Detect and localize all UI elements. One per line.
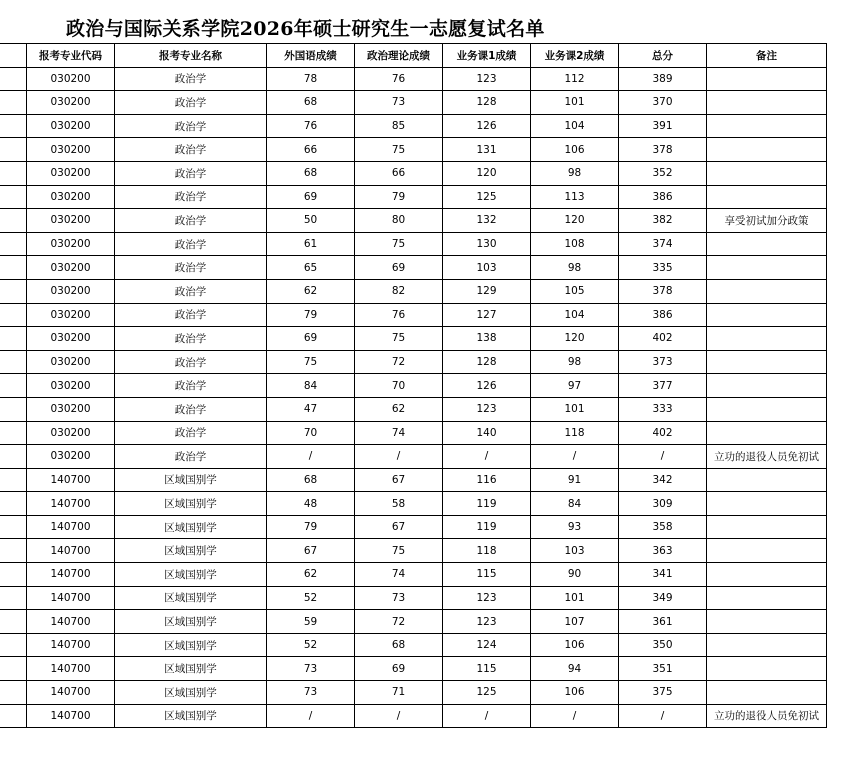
major-name-cell: 政治学 xyxy=(115,185,267,209)
major-name-cell: 区域国别学 xyxy=(115,657,267,681)
remarks-cell xyxy=(707,327,827,351)
politics-cell: 68 xyxy=(355,633,443,657)
subject-1-cell: 126 xyxy=(443,114,531,138)
subject-2-cell: 101 xyxy=(531,91,619,115)
subject-2-cell: 98 xyxy=(531,256,619,280)
subject-1-cell: 124 xyxy=(443,633,531,657)
major-name-cell: 政治学 xyxy=(115,421,267,445)
leading-cell xyxy=(0,633,27,657)
leading-cell xyxy=(0,681,27,705)
major-name-cell: 政治学 xyxy=(115,327,267,351)
major-code-cell: 140700 xyxy=(27,610,115,634)
remarks-cell xyxy=(707,232,827,256)
total-cell: 361 xyxy=(619,610,707,634)
major-name-cell: 政治学 xyxy=(115,138,267,162)
leading-cell xyxy=(0,374,27,398)
major-name-cell: 区域国别学 xyxy=(115,633,267,657)
subject-2-cell: 84 xyxy=(531,492,619,516)
politics-cell: 69 xyxy=(355,657,443,681)
table-row xyxy=(0,421,827,445)
foreign-language-cell: 69 xyxy=(267,327,355,351)
subject-1-cell: 123 xyxy=(443,610,531,634)
total-cell: 335 xyxy=(619,256,707,280)
subject-1-cell: 131 xyxy=(443,138,531,162)
major-code-cell: 140700 xyxy=(27,492,115,516)
foreign-language-cell: 68 xyxy=(267,468,355,492)
table-row xyxy=(0,279,827,303)
header-cell-remarks: 备注 xyxy=(707,44,827,68)
total-cell: / xyxy=(619,445,707,469)
politics-cell: 75 xyxy=(355,327,443,351)
remarks-cell xyxy=(707,303,827,327)
subject-1-cell: / xyxy=(443,704,531,728)
major-code-cell: 140700 xyxy=(27,681,115,705)
subject-2-cell: 118 xyxy=(531,421,619,445)
subject-1-cell: 123 xyxy=(443,586,531,610)
major-code-cell: 030200 xyxy=(27,256,115,280)
foreign-language-cell: 84 xyxy=(267,374,355,398)
header-cell-subject-1: 业务课1成绩 xyxy=(443,44,531,68)
table-row xyxy=(0,232,827,256)
remarks-cell xyxy=(707,114,827,138)
major-code-cell: 140700 xyxy=(27,468,115,492)
leading-cell xyxy=(0,563,27,587)
major-name-cell: 政治学 xyxy=(115,161,267,185)
politics-cell: 71 xyxy=(355,681,443,705)
remarks-cell xyxy=(707,586,827,610)
table-row xyxy=(0,138,827,162)
table-row xyxy=(0,468,827,492)
table-header-row xyxy=(0,44,827,68)
major-code-cell: 030200 xyxy=(27,279,115,303)
subject-2-cell: 101 xyxy=(531,397,619,421)
total-cell: 382 xyxy=(619,209,707,233)
subject-2-cell: 112 xyxy=(531,67,619,91)
total-cell: 374 xyxy=(619,232,707,256)
total-cell: 333 xyxy=(619,397,707,421)
subject-2-cell: 104 xyxy=(531,303,619,327)
total-cell: 373 xyxy=(619,350,707,374)
leading-cell xyxy=(0,209,27,233)
total-cell: 370 xyxy=(619,91,707,115)
subject-1-cell: 140 xyxy=(443,421,531,445)
foreign-language-cell: 52 xyxy=(267,633,355,657)
subject-2-cell: 108 xyxy=(531,232,619,256)
major-code-cell: 140700 xyxy=(27,657,115,681)
foreign-language-cell: 78 xyxy=(267,67,355,91)
table-row xyxy=(0,657,827,681)
remarks-cell xyxy=(707,539,827,563)
subject-2-cell: 94 xyxy=(531,657,619,681)
major-code-cell: 030200 xyxy=(27,209,115,233)
total-cell: 377 xyxy=(619,374,707,398)
politics-cell: 79 xyxy=(355,185,443,209)
subject-2-cell: / xyxy=(531,704,619,728)
leading-cell xyxy=(0,586,27,610)
major-name-cell: 区域国别学 xyxy=(115,681,267,705)
major-code-cell: 140700 xyxy=(27,539,115,563)
politics-cell: 73 xyxy=(355,586,443,610)
politics-cell: 66 xyxy=(355,161,443,185)
leading-cell xyxy=(0,515,27,539)
subject-2-cell: 120 xyxy=(531,327,619,351)
subject-2-cell: 93 xyxy=(531,515,619,539)
subject-1-cell: 119 xyxy=(443,515,531,539)
table-row xyxy=(0,539,827,563)
major-name-cell: 区域国别学 xyxy=(115,468,267,492)
foreign-language-cell: 48 xyxy=(267,492,355,516)
major-name-cell: 政治学 xyxy=(115,279,267,303)
table-row xyxy=(0,67,827,91)
major-code-cell: 140700 xyxy=(27,586,115,610)
major-name-cell: 政治学 xyxy=(115,209,267,233)
table-row xyxy=(0,704,827,728)
subject-2-cell: 106 xyxy=(531,633,619,657)
leading-cell xyxy=(0,445,27,469)
total-cell: 363 xyxy=(619,539,707,563)
header-cell-total: 总分 xyxy=(619,44,707,68)
table-row xyxy=(0,515,827,539)
table-row xyxy=(0,209,827,233)
major-name-cell: 区域国别学 xyxy=(115,563,267,587)
major-code-cell: 030200 xyxy=(27,397,115,421)
major-name-cell: 区域国别学 xyxy=(115,704,267,728)
major-name-cell: 政治学 xyxy=(115,374,267,398)
politics-cell: / xyxy=(355,445,443,469)
subject-1-cell: 115 xyxy=(443,563,531,587)
total-cell: 358 xyxy=(619,515,707,539)
subject-1-cell: / xyxy=(443,445,531,469)
remarks-cell xyxy=(707,421,827,445)
table-row xyxy=(0,256,827,280)
total-cell: 378 xyxy=(619,138,707,162)
remarks-cell xyxy=(707,657,827,681)
total-cell: 402 xyxy=(619,421,707,445)
major-name-cell: 政治学 xyxy=(115,397,267,421)
leading-cell xyxy=(0,256,27,280)
major-name-cell: 政治学 xyxy=(115,445,267,469)
table-row xyxy=(0,681,827,705)
subject-1-cell: 128 xyxy=(443,91,531,115)
table-body xyxy=(0,67,827,728)
document-title: 政治与国际关系学院2026年硕士研究生一志愿复试名单 xyxy=(66,18,545,40)
header-cell-major-name: 报考专业名称 xyxy=(115,44,267,68)
major-code-cell: 140700 xyxy=(27,563,115,587)
table-row xyxy=(0,586,827,610)
foreign-language-cell: 61 xyxy=(267,232,355,256)
politics-cell: 80 xyxy=(355,209,443,233)
table-row xyxy=(0,445,827,469)
total-cell: 402 xyxy=(619,327,707,351)
subject-1-cell: 132 xyxy=(443,209,531,233)
table-row xyxy=(0,91,827,115)
major-name-cell: 政治学 xyxy=(115,256,267,280)
major-code-cell: 030200 xyxy=(27,114,115,138)
politics-cell: 72 xyxy=(355,610,443,634)
subject-1-cell: 138 xyxy=(443,327,531,351)
subject-2-cell: / xyxy=(531,445,619,469)
total-cell: 375 xyxy=(619,681,707,705)
politics-cell: 67 xyxy=(355,468,443,492)
subject-2-cell: 106 xyxy=(531,681,619,705)
leading-cell xyxy=(0,610,27,634)
major-code-cell: 140700 xyxy=(27,515,115,539)
foreign-language-cell: 73 xyxy=(267,657,355,681)
total-cell: 378 xyxy=(619,279,707,303)
admission-list-table xyxy=(0,43,827,728)
table-row xyxy=(0,161,827,185)
leading-cell xyxy=(0,704,27,728)
subject-2-cell: 101 xyxy=(531,586,619,610)
header-cell-leading xyxy=(0,44,27,68)
foreign-language-cell: 62 xyxy=(267,563,355,587)
foreign-language-cell: / xyxy=(267,445,355,469)
politics-cell: 70 xyxy=(355,374,443,398)
leading-cell xyxy=(0,397,27,421)
leading-cell xyxy=(0,138,27,162)
subject-2-cell: 97 xyxy=(531,374,619,398)
remarks-cell xyxy=(707,185,827,209)
politics-cell: 75 xyxy=(355,539,443,563)
total-cell: 342 xyxy=(619,468,707,492)
leading-cell xyxy=(0,421,27,445)
leading-cell xyxy=(0,303,27,327)
major-code-cell: 030200 xyxy=(27,232,115,256)
subject-1-cell: 125 xyxy=(443,681,531,705)
major-name-cell: 政治学 xyxy=(115,232,267,256)
politics-cell: 67 xyxy=(355,515,443,539)
foreign-language-cell: 79 xyxy=(267,515,355,539)
subject-1-cell: 126 xyxy=(443,374,531,398)
subject-1-cell: 115 xyxy=(443,657,531,681)
politics-cell: 85 xyxy=(355,114,443,138)
foreign-language-cell: 70 xyxy=(267,421,355,445)
table-row xyxy=(0,327,827,351)
foreign-language-cell: 75 xyxy=(267,350,355,374)
foreign-language-cell: 76 xyxy=(267,114,355,138)
major-code-cell: 140700 xyxy=(27,633,115,657)
subject-2-cell: 104 xyxy=(531,114,619,138)
remarks-cell xyxy=(707,67,827,91)
header-cell-major-code: 报考专业代码 xyxy=(27,44,115,68)
table-row xyxy=(0,563,827,587)
foreign-language-cell: 68 xyxy=(267,161,355,185)
politics-cell: 58 xyxy=(355,492,443,516)
leading-cell xyxy=(0,161,27,185)
subject-2-cell: 106 xyxy=(531,138,619,162)
table-row xyxy=(0,492,827,516)
total-cell: 386 xyxy=(619,303,707,327)
major-code-cell: 030200 xyxy=(27,67,115,91)
foreign-language-cell: 69 xyxy=(267,185,355,209)
foreign-language-cell: 47 xyxy=(267,397,355,421)
foreign-language-cell: 66 xyxy=(267,138,355,162)
table-row xyxy=(0,397,827,421)
remarks-cell xyxy=(707,515,827,539)
politics-cell: / xyxy=(355,704,443,728)
total-cell: 351 xyxy=(619,657,707,681)
major-name-cell: 区域国别学 xyxy=(115,492,267,516)
total-cell: 350 xyxy=(619,633,707,657)
major-name-cell: 区域国别学 xyxy=(115,539,267,563)
subject-2-cell: 90 xyxy=(531,563,619,587)
major-code-cell: 030200 xyxy=(27,185,115,209)
total-cell: / xyxy=(619,704,707,728)
leading-cell xyxy=(0,91,27,115)
major-name-cell: 政治学 xyxy=(115,91,267,115)
total-cell: 389 xyxy=(619,67,707,91)
leading-cell xyxy=(0,468,27,492)
remarks-cell: 享受初试加分政策 xyxy=(707,209,827,233)
subject-1-cell: 129 xyxy=(443,279,531,303)
politics-cell: 73 xyxy=(355,91,443,115)
subject-1-cell: 125 xyxy=(443,185,531,209)
leading-cell xyxy=(0,539,27,563)
major-name-cell: 区域国别学 xyxy=(115,515,267,539)
foreign-language-cell: 79 xyxy=(267,303,355,327)
politics-cell: 76 xyxy=(355,303,443,327)
major-name-cell: 区域国别学 xyxy=(115,586,267,610)
politics-cell: 75 xyxy=(355,232,443,256)
major-code-cell: 030200 xyxy=(27,303,115,327)
major-code-cell: 030200 xyxy=(27,327,115,351)
table-row xyxy=(0,303,827,327)
subject-2-cell: 105 xyxy=(531,279,619,303)
leading-cell xyxy=(0,232,27,256)
remarks-cell xyxy=(707,633,827,657)
remarks-cell xyxy=(707,350,827,374)
subject-2-cell: 103 xyxy=(531,539,619,563)
total-cell: 341 xyxy=(619,563,707,587)
table-row xyxy=(0,350,827,374)
major-name-cell: 政治学 xyxy=(115,67,267,91)
foreign-language-cell: 52 xyxy=(267,586,355,610)
major-name-cell: 政治学 xyxy=(115,303,267,327)
remarks-cell xyxy=(707,161,827,185)
remarks-cell xyxy=(707,681,827,705)
remarks-cell: 立功的退役人员免初试 xyxy=(707,704,827,728)
foreign-language-cell: 62 xyxy=(267,279,355,303)
subject-2-cell: 107 xyxy=(531,610,619,634)
header-cell-subject-2: 业务课2成绩 xyxy=(531,44,619,68)
total-cell: 309 xyxy=(619,492,707,516)
major-name-cell: 政治学 xyxy=(115,350,267,374)
subject-1-cell: 128 xyxy=(443,350,531,374)
politics-cell: 82 xyxy=(355,279,443,303)
total-cell: 386 xyxy=(619,185,707,209)
major-code-cell: 030200 xyxy=(27,445,115,469)
foreign-language-cell: 73 xyxy=(267,681,355,705)
total-cell: 349 xyxy=(619,586,707,610)
major-code-cell: 030200 xyxy=(27,91,115,115)
leading-cell xyxy=(0,492,27,516)
major-code-cell: 030200 xyxy=(27,374,115,398)
subject-1-cell: 123 xyxy=(443,67,531,91)
major-name-cell: 政治学 xyxy=(115,114,267,138)
major-code-cell: 140700 xyxy=(27,704,115,728)
subject-1-cell: 118 xyxy=(443,539,531,563)
total-cell: 391 xyxy=(619,114,707,138)
subject-1-cell: 130 xyxy=(443,232,531,256)
major-code-cell: 030200 xyxy=(27,350,115,374)
remarks-cell xyxy=(707,91,827,115)
table-row xyxy=(0,633,827,657)
foreign-language-cell: 68 xyxy=(267,91,355,115)
header-cell-politics: 政治理论成绩 xyxy=(355,44,443,68)
foreign-language-cell: 50 xyxy=(267,209,355,233)
remarks-cell xyxy=(707,138,827,162)
leading-cell xyxy=(0,327,27,351)
politics-cell: 72 xyxy=(355,350,443,374)
subject-1-cell: 120 xyxy=(443,161,531,185)
total-cell: 352 xyxy=(619,161,707,185)
subject-2-cell: 91 xyxy=(531,468,619,492)
subject-1-cell: 103 xyxy=(443,256,531,280)
subject-2-cell: 98 xyxy=(531,350,619,374)
remarks-cell xyxy=(707,256,827,280)
leading-cell xyxy=(0,67,27,91)
leading-cell xyxy=(0,657,27,681)
foreign-language-cell: 65 xyxy=(267,256,355,280)
subject-1-cell: 119 xyxy=(443,492,531,516)
subject-1-cell: 123 xyxy=(443,397,531,421)
politics-cell: 75 xyxy=(355,138,443,162)
subject-1-cell: 127 xyxy=(443,303,531,327)
foreign-language-cell: / xyxy=(267,704,355,728)
remarks-cell xyxy=(707,397,827,421)
politics-cell: 69 xyxy=(355,256,443,280)
leading-cell xyxy=(0,350,27,374)
remarks-cell xyxy=(707,374,827,398)
major-code-cell: 030200 xyxy=(27,421,115,445)
remarks-cell xyxy=(707,610,827,634)
header-cell-foreign-language: 外国语成绩 xyxy=(267,44,355,68)
subject-2-cell: 98 xyxy=(531,161,619,185)
leading-cell xyxy=(0,279,27,303)
foreign-language-cell: 59 xyxy=(267,610,355,634)
remarks-cell xyxy=(707,468,827,492)
foreign-language-cell: 67 xyxy=(267,539,355,563)
table-row xyxy=(0,374,827,398)
remarks-cell xyxy=(707,279,827,303)
major-code-cell: 030200 xyxy=(27,161,115,185)
major-code-cell: 030200 xyxy=(27,138,115,162)
remarks-cell xyxy=(707,563,827,587)
major-name-cell: 区域国别学 xyxy=(115,610,267,634)
leading-cell xyxy=(0,114,27,138)
table-row xyxy=(0,185,827,209)
remarks-cell xyxy=(707,492,827,516)
subject-1-cell: 116 xyxy=(443,468,531,492)
subject-2-cell: 113 xyxy=(531,185,619,209)
table-row xyxy=(0,610,827,634)
table-row xyxy=(0,114,827,138)
subject-2-cell: 120 xyxy=(531,209,619,233)
leading-cell xyxy=(0,185,27,209)
politics-cell: 74 xyxy=(355,563,443,587)
politics-cell: 74 xyxy=(355,421,443,445)
politics-cell: 76 xyxy=(355,67,443,91)
remarks-cell: 立功的退役人员免初试 xyxy=(707,445,827,469)
politics-cell: 62 xyxy=(355,397,443,421)
